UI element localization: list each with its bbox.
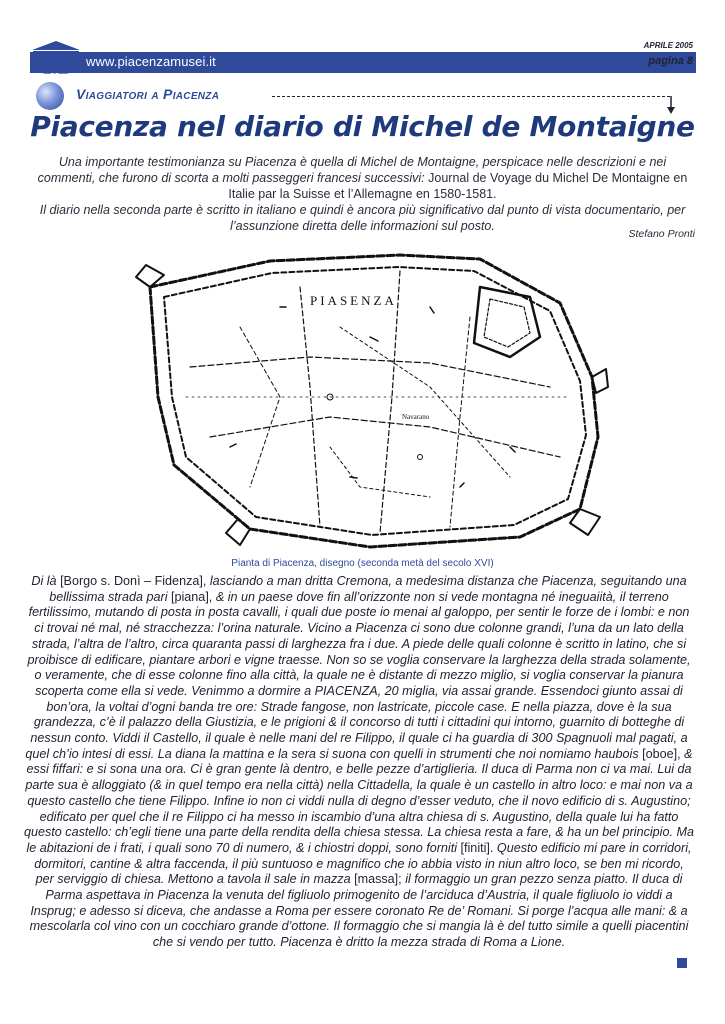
section-title: Viaggiatori a Piacenza — [76, 86, 220, 102]
intro-text: Una importante testimonianza su Piacenza è quella di Michel de Montaigne, perspicace nelle descrizioni e nei commenti, che furono di scorta a molti passeggeri francesi successivi: — [37, 155, 667, 185]
body-fragment: Di là — [31, 574, 57, 588]
body-fragment: & in un paese dove fin all’orizzonte non si vede montagna né ineguaiità, il terreno fertilissimo, mutando di posta in posta cavalli, i quali due poste io menai al galoppo, per sentir le forze de i lombi: e non ci trovai né mal, né stracchezza: l’orina naturale. Vicino a Piacenza ci sono due colonne grandi, l’una da un lato della strada, l’altra de l’altro, circa quaranta passi di larghezza fra i due. A piede delle quali colonne è scritto in latino, che si proibisce di edificare, piantare arbori e vigne traesse. Non so se voglia conservare la larghezza della strada solamente, o veramente, che di esse colonne fino alla città, la quale ne è distante di mezzo miglio, si voglia conservar la pianura scoperta come ella si vede. Venimmo a dormire a PIACENZA, 20 miglia, via assai grande. Essendoci giunto assai di bon’ora, la voltai d’ogni banda tre ore: Strade fangose, non lastricate, piccole case. E nella piazza, dove è la sua grandezza, c’è il palazzo della Giustizia, e le prigioni & il concorso di tutti i cittadini qui intorno, guarnito di botteghe di nessun conto. Viddi il Castello, il quale è nelle mani del re Filippo, il quale ci ha guardia di 300 Spagnuoli mal pagati, a quel ch’io intesi di essi. La diana la mattina e la sera si suona con quelli in strumenti che noi nomiamo haubois — [25, 589, 691, 761]
map-city-label: PIASENZA — [310, 293, 397, 308]
section-ball-icon — [36, 82, 64, 110]
city-map-drawing — [130, 247, 610, 553]
article-title: Piacenza nel diario di Michel de Montaigne — [30, 110, 695, 143]
section-dashed-rule — [272, 96, 670, 97]
body-fragment: & essi fiffari: e si sona una ora. Ci è gran gente là dentro, e belle pezze d’artiglieria. Il duca di Parma non ci va mai. Lui da parte sua è alloggiato (& in quel tempo era nella città) nella Cittadella, la quale è un castello in altro loco: e mai non va a questo castello che tiene Filippo. Infine io non ci viddi nulla di degno d’esser veduto, che il novo edificio di s. Augustino; edificato per quel che il re Filippo ci ha messo in iscambio d’una altra chiesa di s. Augustino, della quale lui ha fatto questo castello: ch’egli tiene una parte della rendita della chiesa stessa. La chiesa resta a fare, & ha un bel principio. Ma le abitazioni de i frati, i quali sono 70 di numero, & i chiostri doppi, sono forniti — [24, 746, 694, 855]
site-url-link[interactable]: www.piacenzamusei.it — [86, 54, 216, 69]
body-fragment: lasciando a man dritta Cremona, a medesima distanza che Piacenza, seguitando una bellissima strada pari — [49, 574, 687, 604]
body-fragment: Questo edificio mi pare in corridori, dormitori, cantine & altra faccenda, il più suntuoso e magnifico che io abbia visto in niun altro loco, se ben mi ricordo, per serviggio di chiesa. Mettono a tavola il sale in mazza — [34, 840, 692, 887]
body-bracket-note: [Borgo s. Donì – Fidenza], — [60, 574, 207, 588]
article-body — [24, 574, 694, 951]
body-bracket-note: [piana], — [171, 589, 213, 604]
page-number: pagina 8 — [648, 55, 693, 67]
body-bracket-note: [massa]; — [354, 872, 402, 887]
body-bracket-note: [finiti]. — [460, 840, 494, 855]
figure-caption: Pianta di Piacenza, disegno (seconda metà del secolo XVI) — [231, 558, 494, 569]
map-small-label: Navarano — [402, 413, 430, 421]
end-of-article-square-icon — [677, 958, 687, 968]
intro-work-title: Journal de Voyage du Michel De Montaigne en Italie par la Suisse et l’Allemagne en 1580-1581. — [228, 171, 688, 201]
article-author: Stefano Pronti — [628, 228, 695, 240]
intro-text-2: Il diario nella seconda parte è scritto in italiano e quindi è ancora più significativo dal punto di vista documentario, per l’assunzione diretta delle informazioni sul posto. — [39, 203, 686, 233]
body-fragment: il formaggio un gran pezzo senza piatto. Il duca di Parma aspettava in Piacenza la venuta del figliuolo primogenito de l’arciduca d’Austria, il quale figliuolo io viddi a Insprug; e adesso si diceva, che andasse a Roma per essere coronato Re de’ Romani. Si porge l’acqua alle mani: & a mescolarla col vino con un cocchiaro grande d’ottone. Il formaggio che si mangia là è del tutto simile a quelli piacentini che si vendo per tutto. Piacenza è dritto la mezza strada di Roma a Lione. — [29, 872, 689, 950]
article-intro — [30, 154, 695, 234]
issue-date: APRILE 2005 — [643, 41, 693, 50]
body-bracket-note: [oboe], — [642, 746, 681, 761]
